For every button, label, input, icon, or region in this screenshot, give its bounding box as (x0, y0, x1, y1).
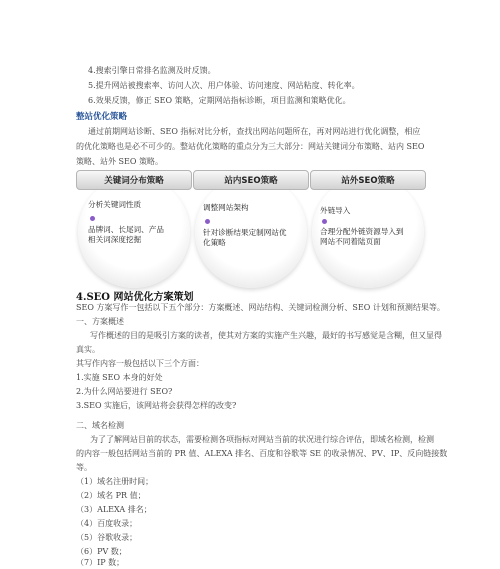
list-item: （3）ALEXA 排名； (76, 505, 152, 514)
paragraph-line: 写作概述的目的是吸引方案的读者，使其对方案的实施产生兴趣，最好的书写感觉是含糊，但又显得 (90, 331, 442, 340)
paragraph-line: 策略、站外 SEO 策略。 (76, 157, 163, 166)
strategy-column (193, 170, 309, 290)
strategy-item: 品牌词、长尾词、产品 (88, 225, 164, 234)
paragraph-line: 真实。 (76, 345, 100, 354)
paragraph-line: 等。 (76, 463, 92, 472)
list-item: 1.实施 SEO 本身的好处 (76, 373, 163, 382)
strategy-column (310, 170, 426, 290)
subheading: 一、方案概述 (76, 317, 124, 326)
list-item: （2）域名 PR 值； (76, 491, 146, 500)
list-item: 6.效果反馈，修正 SEO 策略，定期网站指标诊断，项目监测和策略优化。 (88, 96, 351, 105)
paragraph-line: 的优化策略也是必不可少的。整站优化策略的重点分为三大部分：网站关键词分布策略、站内 SEO (76, 142, 425, 151)
strategy-item: 相关词深度挖掘 (88, 235, 142, 244)
section-heading: 4.SEO 网站优化方案策划 (76, 292, 194, 303)
list-item: 3.SEO 实施后，该网站将会获得怎样的改变? (76, 401, 237, 410)
section-heading: 整站优化策略 (76, 112, 128, 122)
list-item: （4）百度收录； (76, 519, 138, 528)
list-item: （6）PV 数； (76, 547, 127, 556)
list-item: （1）域名注册时间； (76, 477, 154, 486)
bullet-icon (90, 216, 95, 221)
strategy-banner: 站外SEO策略 (310, 170, 426, 190)
list-item: 2.为什么网站要进行 SEO? (76, 387, 173, 396)
strategy-item: 针对诊断结果定制网站优 (203, 228, 287, 237)
paragraph-line: 的内容一般包括网站当前的 PR 值、ALEXA 排名、百度和谷歌等 SE 的收录情况、PV、IP、反向链接数 (76, 449, 448, 458)
list-item: 4.搜索引擎日常排名监测及时反馈。 (88, 66, 216, 75)
strategy-item: 合理分配外链资源导入到 (320, 227, 404, 236)
list-item: （5）谷歌收录； (76, 533, 138, 542)
strategy-diagram (76, 170, 426, 290)
paragraph-line: 其写作内容一般包括以下三个方面： (76, 359, 204, 368)
strategy-item: 分析关键词性质 (88, 200, 142, 209)
strategy-banner: 关键词分布策略 (76, 170, 192, 190)
bullet-icon (205, 219, 210, 224)
paragraph-line: 通过前期网站诊断、SEO 指标对比分析，查找出网站问题所在，再对网站进行优化调整，相应 (88, 127, 421, 136)
strategy-column (76, 170, 192, 290)
strategy-banner: 站内SEO策略 (193, 170, 309, 190)
subheading: 二、域名检测 (76, 421, 124, 430)
strategy-item: 调整网站架构 (203, 203, 249, 212)
strategy-item: 化策略 (203, 238, 226, 247)
paragraph-line: SEO 方案写作一包括以下五个部分：方案概述、网站结构、关键词检测分析、SEO 计划和预测结果等。 (76, 303, 445, 312)
strategy-item: 网站不同着陆页面 (320, 237, 381, 246)
paragraph-line: 为了了解网站目前的状态，需要检测各项指标对网站当前的状况进行综合评估，即域名检测，检测 (90, 435, 434, 444)
list-item: （7）IP 数； (76, 558, 125, 567)
strategy-item: 外链导入 (320, 206, 351, 215)
list-item: 5.提升网站被搜索率、访问人次、用户体验、访问速度、网站粘度、转化率。 (88, 81, 360, 90)
bullet-icon (322, 219, 327, 224)
